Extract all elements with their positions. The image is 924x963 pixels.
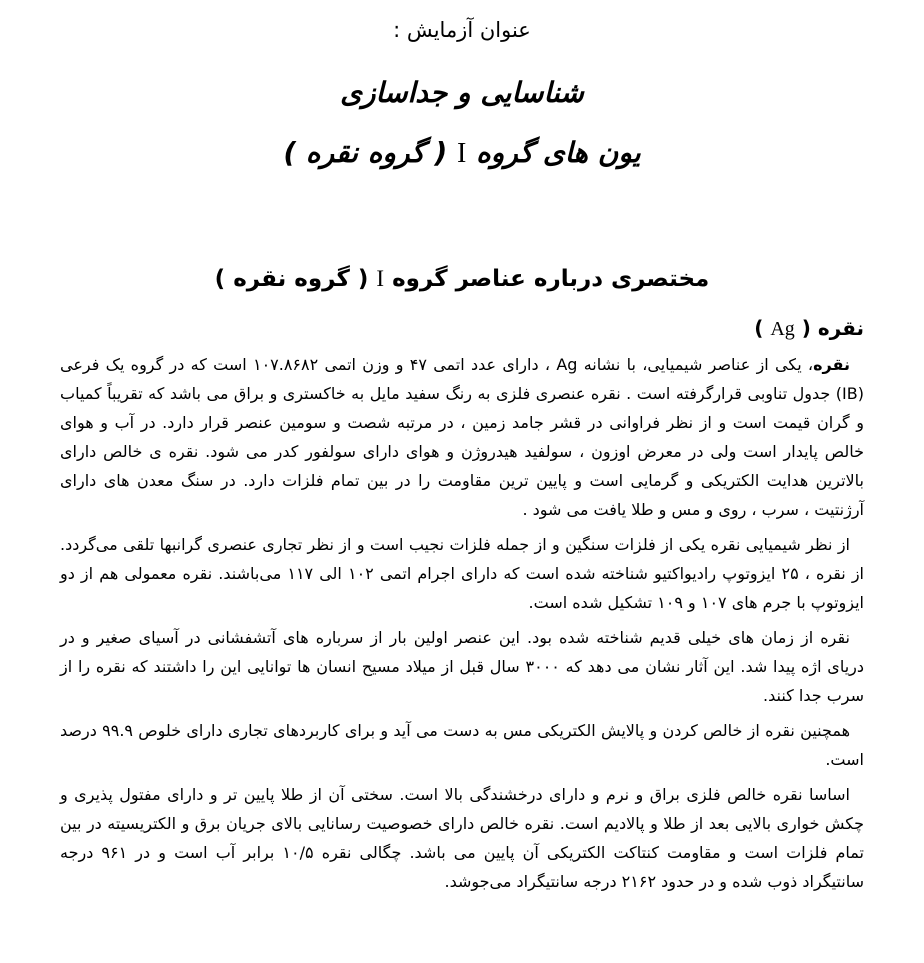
section-roman-numeral: I <box>376 266 385 291</box>
subheading-text: نقره ( <box>801 316 864 340</box>
experiment-label: عنوان آزمایش : <box>393 18 531 42</box>
element-subheading <box>754 316 864 341</box>
paragraph-text: اساسا نقره خالص فلزی براق و نرم و دارای درخشندگی بالا است. سختی آن از طلا پایین تر و دارای مفتول پذیری و چکش خواری بالایی بعد از طلا و پالادیم است. نقره خالص دارای خصوصیت رسانایی بالای جریان برق و الکتریسیته در بین تمام فلزات است و مقاومت کنتاکت الکتریکی آن پایین می باشد. چگالی نقره ۱۰/۵ برابر آب است و در ۹۶۱ درجه سانتیگراد ذوب شده و در حدود ۲۱۶۲ درجه سانتیگراد می‌جوشد. <box>60 785 865 891</box>
paragraph <box>60 530 864 617</box>
section-title <box>0 266 924 292</box>
roman-numeral: I <box>457 138 467 169</box>
paragraph-text: نقره از زمان های خیلی قدیم شناخته شده بود. این عنصر اولین بار از سرباره های آتشفشانی در آسیای صغیر و در دریای اژه پیدا شد. این آثار نشان می دهد که ۳۰۰۰ سال قبل از میلاد مسیح انسان ها توانایی این را داشتند که نقره را از سرب جدا کنند. <box>60 628 865 705</box>
main-title-line1: شناسایی و جداسازی <box>340 76 584 109</box>
paragraph-lead: نقره <box>813 355 851 374</box>
body-text <box>60 350 864 902</box>
title-line2-text: یون های گروه <box>476 136 641 169</box>
paragraph-text: از نظر شیمیایی نقره یکی از فلزات سنگین و از جمله فلزات نجیب است و از نظر تجاری عنصری گرانبها تلقی می‌گردد. از نقره ، ۲۵ ایزوتوپ رادیواکتیو شناخته شده است که دارای اجرام اتمی ۱۰۲ الی ۱۱۷ می‌باشند. نقره معمولی هم از دو ایزوتوپ با جرم های ۱۰۷ و ۱۰۹ تشکیل شده است. <box>60 535 865 612</box>
paragraph-text: ، یکی از عناصر شیمیایی، با نشانه Ag ، دارای عدد اتمی ۴۷ و وزن اتمی ۱۰۷.۸۶۸۲ است که در گروه یک فرعی (IB) جدول تناوبی قرارگرفته است . نقره عنصری فلزی به رنگ سفید مایل به خاکستری و براق می باشد که تقریباً کمیاب و گران قیمت است و از نظر فراوانی در قشر جامد زمین ، در مرتبه شصت و سومین عنصر قرار دارد. در آب و هوای خالص پایدار است ولی در معرض اوزون ، سولفید هیدروژن و هوای دارای سولفور کدر می شود. نقره ی خالص دارای بالاترین هدایت الکتریکی و گرمایی است و پایین ترین مقاومت را در بین تمام فلزات دارد. در سنگ معدن های دارای آرژنتیت ، سرب ، روی و مس و طلا یافت می شود . <box>60 355 864 519</box>
element-symbol: Ag <box>770 318 795 340</box>
paragraph <box>60 623 864 710</box>
section-title-text: مختصری درباره عناصر گروه <box>392 266 710 292</box>
subheading-close: ) <box>754 316 764 340</box>
paragraph-text: همچنین نقره از خالص کردن و پالایش الکتریکی مس به دست می آید و برای کاربردهای تجاری دارای خلوص ۹۹.۹ درصد است. <box>60 721 864 769</box>
paragraph <box>60 350 864 524</box>
main-title-line2 <box>0 136 924 170</box>
title-line2-group: ( گروه نقره ) <box>283 136 448 169</box>
paragraph <box>60 780 864 896</box>
section-title-group: ( گروه نقره ) <box>214 266 369 292</box>
paragraph <box>60 716 864 774</box>
